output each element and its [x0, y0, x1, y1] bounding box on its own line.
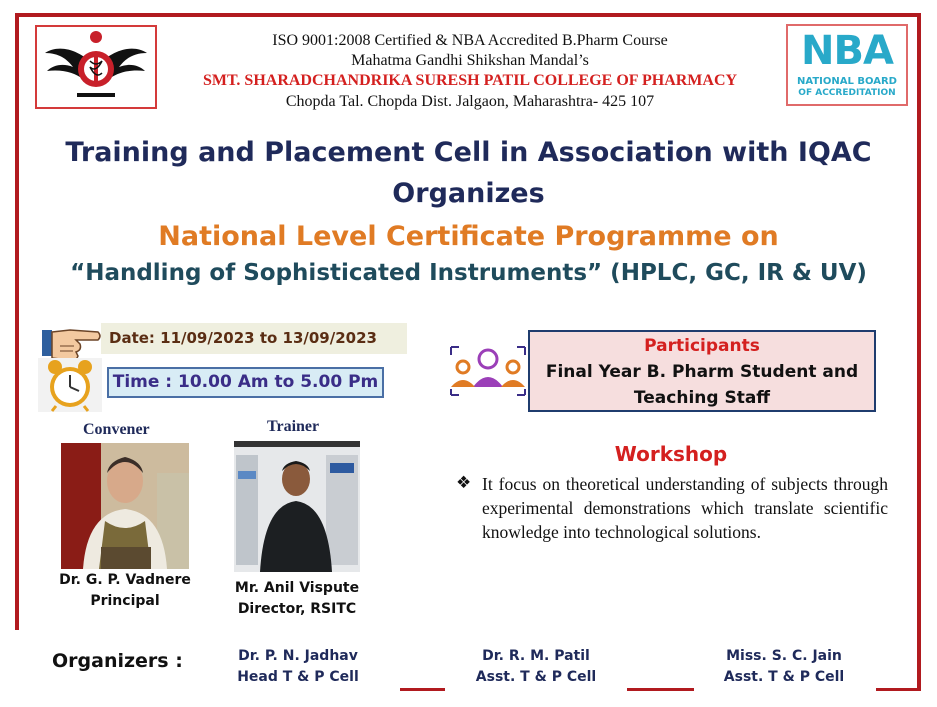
convener-title: Principal — [90, 593, 160, 609]
header-certification: ISO 9001:2008 Certified & NBA Accredited B.Pharm Course — [272, 32, 668, 49]
participants-line-1: Final Year B. Pharm Student and — [545, 362, 859, 382]
frame-left-border — [15, 13, 19, 630]
organizer-3-name: Miss. S. C. Jain — [726, 648, 842, 664]
header-society: Mahatma Gandhi Shikshan Mandal’s — [351, 52, 589, 69]
convener-name: Dr. G. P. Vadnere — [59, 572, 191, 588]
organizer-3-role: Asst. T & P Cell — [723, 669, 845, 685]
alarm-clock-icon — [38, 358, 102, 412]
trainer-title: Director, RSITC — [237, 601, 357, 617]
header-college-name: SMT. SHARADCHANDRIKA SURESH PATIL COLLEGE OF PHARMACY — [202, 72, 738, 89]
organizers-label: Organizers : — [52, 650, 183, 672]
organizer-1-name: Dr. P. N. Jadhav — [238, 648, 358, 664]
trainer-name: Mr. Anil Vispute — [234, 580, 360, 596]
frame-right-border — [917, 13, 921, 690]
trainer-photo — [234, 441, 360, 572]
title-programme: National Level Certificate Programme on — [158, 221, 779, 252]
convener-label: Convener — [83, 421, 150, 438]
nba-logo-subtext: OF ACCREDITATION — [798, 88, 896, 98]
frame-bottom-segment — [400, 688, 445, 691]
nba-logo-text: NATIONAL BOARD — [797, 76, 897, 87]
title-topic: “Handling of Sophisticated Instruments” (HPLC, GC, IR & UV) — [70, 260, 867, 286]
nba-logo-mark: NBA — [801, 28, 893, 74]
nba-logo — [786, 24, 908, 106]
header-address: Chopda Tal. Chopda Dist. Jalgaon, Maharashtra- 425 107 — [285, 93, 655, 110]
participants-line-2: Teaching Staff — [633, 388, 771, 408]
event-time: Time : 10.00 Am to 5.00 Pm — [107, 367, 384, 398]
participants-heading: Participants — [644, 336, 760, 356]
college-logo — [35, 25, 157, 109]
frame-bottom-segment — [876, 688, 921, 691]
organizer-2-role: Asst. T & P Cell — [475, 669, 597, 685]
convener-photo — [61, 443, 189, 569]
frame-top-border — [18, 13, 921, 17]
frame-bottom-segment — [627, 688, 694, 691]
bullet-diamond-icon: ❖ — [456, 473, 472, 493]
workshop-heading: Workshop — [614, 442, 728, 466]
title-line-organizes: Organizes — [392, 178, 545, 209]
participants-box — [528, 330, 876, 412]
event-date: Date: 11/09/2023 to 13/09/2023 — [101, 323, 407, 354]
organizer-1-role: Head T & P Cell — [237, 669, 359, 685]
title-line-organizer: Training and Placement Cell in Association with IQAC — [65, 137, 872, 168]
college-emblem-icon — [37, 27, 155, 107]
organizer-2-name: Dr. R. M. Patil — [482, 648, 590, 664]
workshop-description: It focus on theoretical understanding of subjects through experimental demonstrations which translate scientific knowledge into technological solutions. — [482, 474, 888, 542]
trainer-label: Trainer — [267, 418, 320, 435]
participants-icon — [449, 345, 527, 397]
